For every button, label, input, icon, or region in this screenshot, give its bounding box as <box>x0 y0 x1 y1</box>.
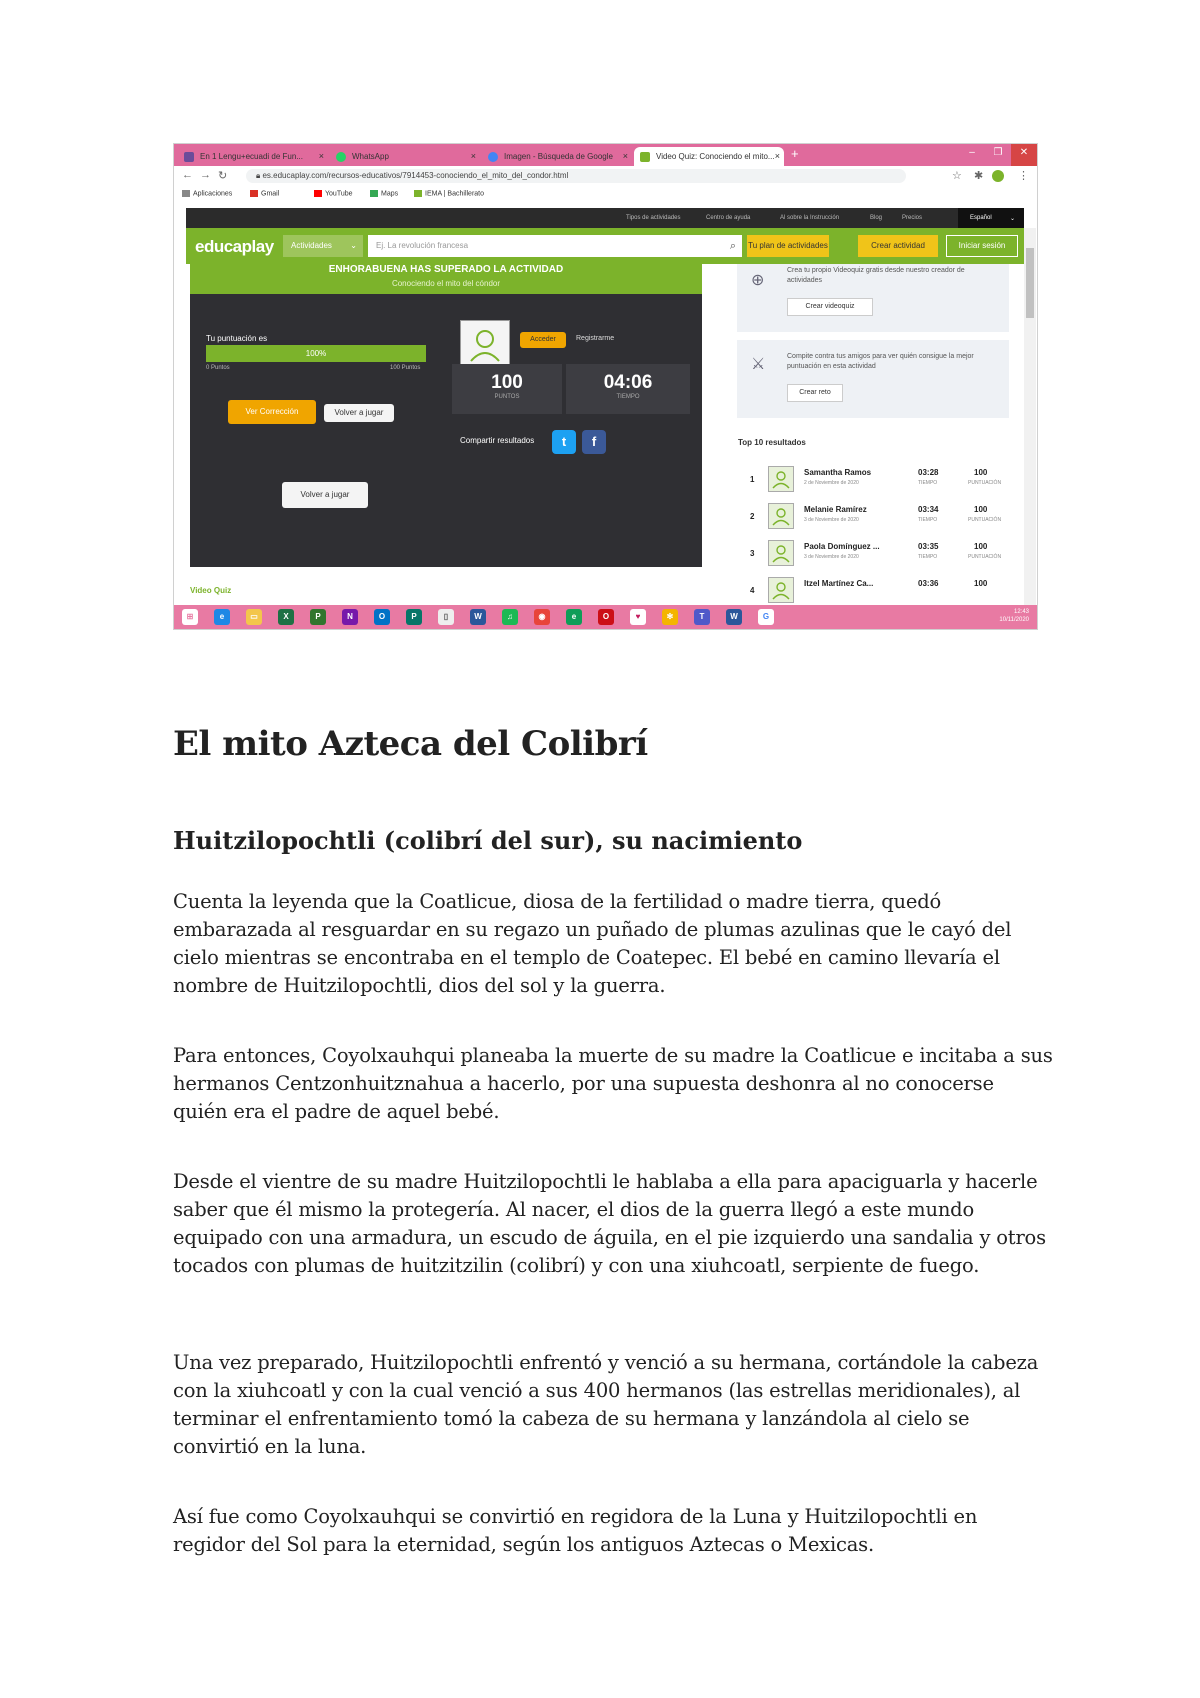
internet-explorer-icon[interactable]: e <box>214 609 230 625</box>
article-subtitle: Huitzilopochtli (colibrí del sur), su nacimiento <box>173 826 803 855</box>
create-activity-button[interactable]: Crear actividad <box>858 235 938 257</box>
article-paragraph: Cuenta la leyenda que la Coatlicue, diosa de la fertilidad o madre tierra, quedó embarazada al resguardar en su regazo un puñado de plumas azulinas que le cayó del cielo mientras se encontraba en el templo de Coatepec. El bebé en camino llevaría el nombre de Huitzilopochtli, dios del sol y la guerra. <box>173 890 1012 997</box>
points-label: PUNTOS <box>494 394 520 400</box>
replay-button[interactable]: Volver a jugar <box>324 404 394 422</box>
player-name: Paola Domínguez ... <box>804 542 880 551</box>
score-max-label: 100 Puntos <box>390 365 421 371</box>
bookmark-item[interactable] <box>250 190 279 197</box>
tab-label: WhatsApp <box>352 152 389 161</box>
chevron-down-icon: ⌄ <box>350 241 357 250</box>
bookmark-item[interactable] <box>314 190 353 197</box>
iema-icon <box>414 190 422 197</box>
classroom-button[interactable]: Tu plan de actividades <box>747 235 829 257</box>
time-label: TIEMPO <box>918 480 938 486</box>
menu-dots-icon[interactable]: ⋮ <box>1018 170 1029 182</box>
forward-arrow-icon[interactable]: → <box>200 169 211 181</box>
player-name: Melanie Ramírez <box>804 505 867 514</box>
player-time: 03:36 <box>918 579 939 588</box>
lock-icon: 🔒︎ <box>256 171 263 180</box>
close-icon[interactable]: × <box>622 151 628 161</box>
plus-circle-icon: ⊕ <box>751 272 765 289</box>
whatsapp-icon <box>336 152 346 162</box>
video-quiz-label: Video Quiz <box>190 586 232 595</box>
bookmark-label: Gmail <box>261 190 280 198</box>
opera-icon[interactable]: O <box>598 609 614 625</box>
card-text: Crea tu propio Videoquiz gratis desde nuestro creador de actividades <box>787 267 965 284</box>
avatar <box>460 320 510 370</box>
url-text: es.educaplay.com/recursos-educativos/7914453-conociendo_el_mito_del_condor.html <box>262 171 569 180</box>
spotify-icon[interactable]: ♫ <box>502 609 518 625</box>
time-label: TIEMPO <box>918 554 938 560</box>
rank-number: 4 <box>750 586 755 595</box>
register-link[interactable]: Registrarme <box>576 335 615 342</box>
rank-number: 2 <box>750 512 755 521</box>
search-placeholder: Ej. La revolución francesa <box>376 241 469 250</box>
player-points: 100 <box>974 579 988 588</box>
ranking-row <box>738 540 1018 570</box>
site-favicon-icon <box>184 152 194 162</box>
bookmark-label: YouTube <box>325 190 353 198</box>
avatar <box>768 577 794 603</box>
player-time: 03:35 <box>918 542 939 551</box>
edge-icon[interactable]: e <box>566 609 582 625</box>
swords-icon: ⚔ <box>751 356 766 373</box>
youtube-icon <box>314 190 322 197</box>
page-scrollbar[interactable] <box>1024 228 1036 608</box>
scrollbar-thumb[interactable] <box>1026 248 1034 318</box>
congrats-title: ENHORABUENA HAS SUPERADO LA ACTIVIDAD <box>328 264 564 275</box>
create-videoquiz-button[interactable]: Crear videoquiz <box>787 298 873 316</box>
file-explorer-icon[interactable]: ▭ <box>246 609 262 625</box>
player-points: 100 <box>974 505 988 514</box>
bookmark-item[interactable] <box>370 190 398 197</box>
maps-icon <box>370 190 378 197</box>
avatar <box>768 503 794 529</box>
project-icon[interactable]: P <box>406 609 422 625</box>
activities-dropdown[interactable] <box>283 235 363 257</box>
url-field[interactable] <box>246 169 906 183</box>
close-icon[interactable]: × <box>318 151 324 161</box>
tab-label: En 1 Lengu+ecuadi de Fun... <box>200 152 303 161</box>
score-progress-bar <box>206 345 426 362</box>
word-icon[interactable]: W <box>470 609 486 625</box>
close-window-icon[interactable]: ✕ <box>1011 144 1037 166</box>
browser-tab[interactable] <box>178 147 328 166</box>
outlook-icon[interactable]: O <box>374 609 390 625</box>
points-label: PUNTUACIÓN <box>968 517 1002 523</box>
time-label: TIEMPO <box>616 394 640 400</box>
points-stat <box>452 364 562 414</box>
search-icon[interactable]: ⌕ <box>729 240 736 252</box>
back-arrow-icon[interactable]: ← <box>182 169 193 181</box>
activity-result-panel <box>190 264 702 567</box>
nav-link[interactable]: Precios <box>902 215 923 221</box>
article-title: El mito Azteca del Colibrí <box>173 724 648 764</box>
login-button[interactable]: Iniciar sesión <box>946 235 1018 257</box>
chrome-icon[interactable]: ◉ <box>534 609 550 625</box>
language-select[interactable] <box>958 208 1024 228</box>
address-bar-row <box>174 166 1037 186</box>
settings-gear-icon[interactable]: ✻ <box>662 609 678 625</box>
windows-start-icon[interactable]: ⊞ <box>182 609 198 625</box>
browser-tab-active[interactable] <box>634 147 784 166</box>
player-time: 03:34 <box>918 505 939 514</box>
profile-avatar[interactable] <box>992 170 1004 182</box>
new-tab-button[interactable]: + <box>791 146 799 161</box>
close-icon[interactable]: × <box>470 151 476 161</box>
onenote-icon[interactable]: N <box>342 609 358 625</box>
article-paragraph: Una vez preparado, Huitzilopochtli enfrentó y venció a su hermana, cortándole la cabeza con la xiuhcoatl y con la cual venció a sus 400 hermanos (las estrellas meridionales), al terminar el enfrentamiento tomó la cabeza de su hermana y lanzándola al cielo se convirtió en la luna. <box>173 1351 1039 1458</box>
activity-name: Conociendo el mito del cóndor <box>391 279 501 288</box>
bookmark-label: Maps <box>381 190 399 198</box>
twitter-icon[interactable]: t <box>552 430 576 454</box>
top10-title: Top 10 resultados <box>738 438 806 447</box>
system-clock[interactable] <box>999 608 1029 624</box>
share-label: Compartir resultados <box>460 436 535 445</box>
chevron-down-icon: ⌄ <box>1010 216 1016 222</box>
player-date: 3 de Noviembre de 2020 <box>804 517 859 523</box>
player-points: 100 <box>974 468 988 477</box>
browser-tab-bar <box>174 144 1037 166</box>
clock-date: 10/11/2020 <box>999 617 1029 623</box>
browser-tab[interactable] <box>330 147 480 166</box>
time-stat <box>566 364 690 414</box>
word-icon-active[interactable]: W <box>726 609 742 625</box>
maximize-icon[interactable]: ❐ <box>993 147 1003 158</box>
star-icon[interactable]: ☆ <box>952 170 962 182</box>
score-min-label: 0 Puntos <box>206 365 230 371</box>
google-icon <box>488 152 498 162</box>
facebook-icon[interactable]: f <box>582 430 606 454</box>
activities-label: Actividades <box>291 241 332 250</box>
nav-link[interactable]: Al sobre la Instrucción <box>780 215 840 221</box>
rank-number: 3 <box>750 549 755 558</box>
player-date: 3 de Noviembre de 2020 <box>804 554 859 560</box>
bookmark-label: IEMA | Bachillerato <box>425 190 485 198</box>
minimize-icon[interactable]: – <box>969 147 975 158</box>
clock-time: 12:43 <box>1013 609 1029 615</box>
card-text: Compite contra tus amigos para ver quién consigue la mejor puntuación en esta actividad <box>787 353 974 370</box>
app-icon[interactable]: ♥ <box>630 609 646 625</box>
excel-icon[interactable]: X <box>278 609 294 625</box>
google-chrome-icon[interactable]: G <box>758 609 774 625</box>
close-icon[interactable]: × <box>774 151 780 161</box>
nav-link[interactable]: Centro de ayuda <box>706 215 751 221</box>
educaplay-icon <box>640 152 650 162</box>
create-videoquiz-card <box>737 264 1009 332</box>
rank-number: 1 <box>750 475 755 484</box>
points-value: 100 <box>491 372 523 393</box>
back-button[interactable]: Volver a jugar <box>282 482 368 508</box>
reload-icon[interactable]: ↻ <box>218 170 228 182</box>
extension-icon[interactable]: ✱ <box>974 170 984 182</box>
create-challenge-button[interactable]: Crear reto <box>787 384 843 402</box>
player-date: 2 de Noviembre de 2020 <box>804 480 859 486</box>
article-paragraph: Para entonces, Coyolxauhqui planeaba la muerte de su madre la Coatlicue e incitaba a sus hermanos Centzonhuitznahua a hacerlo, por una supuesta deshonra al no conocerse quién era el padre de aquel bebé. <box>173 1044 1053 1123</box>
points-label: PUNTUACIÓN <box>968 554 1002 560</box>
ranking-row <box>738 503 1018 533</box>
browser-tab[interactable] <box>482 147 632 166</box>
bookmark-label: Aplicaciones <box>193 190 233 198</box>
site-header <box>186 228 1024 264</box>
bookmark-item[interactable] <box>182 190 232 197</box>
site-top-nav <box>186 208 1024 228</box>
player-points: 100 <box>974 542 988 551</box>
search-input[interactable] <box>368 235 742 257</box>
gmail-icon <box>250 190 258 197</box>
result-header <box>190 264 702 294</box>
tab-label: Video Quiz: Conociendo el mito... <box>656 152 775 161</box>
points-label: PUNTUACIÓN <box>968 480 1002 486</box>
bookmark-item[interactable] <box>414 190 484 197</box>
tab-label: Imagen - Búsqueda de Google <box>504 152 613 161</box>
embedded-screenshot <box>173 143 1038 630</box>
bookmarks-bar <box>174 186 1037 204</box>
ranking-row <box>738 466 1018 496</box>
teams-icon[interactable]: T <box>694 609 710 625</box>
publisher-icon[interactable]: P <box>310 609 326 625</box>
article-paragraph: Desde el vientre de su madre Huitzilopochtli le hablaba a ella para apaciguarla y hacerle saber que él mismo la protegería. Al nacer, el dios de la guerra llegó a este mundo equipado con una armadura, un escudo de águila, en el pie izquierdo una sandalia y otros tocados con plumas de huitzitzilin (colibrí) y con una xiuhcoatl, serpiente de fuego. <box>173 1170 1046 1277</box>
nav-link[interactable]: Blog <box>870 215 883 221</box>
windows-taskbar <box>174 605 1037 629</box>
article-paragraph: Así fue como Coyolxauhqui se convirtió en regidora de la Luna y Huitzilopochtli en regidor del Sol para la eternidad, según los antiguos Aztecas o Mexicas. <box>173 1505 978 1556</box>
view-solution-button[interactable]: Ver Corrección <box>228 400 316 424</box>
time-value: 04:06 <box>603 372 653 393</box>
score-label: Tu puntuación es <box>206 334 268 343</box>
educaplay-logo[interactable]: educaplay <box>195 237 274 256</box>
avatar <box>768 466 794 492</box>
challenge-card <box>737 340 1009 418</box>
score-percent: 100% <box>305 349 327 358</box>
player-time: 03:28 <box>918 468 939 477</box>
avatar <box>768 540 794 566</box>
nav-link[interactable]: Tipos de actividades <box>626 215 681 221</box>
ranking-row <box>738 577 1018 607</box>
player-name: Samantha Ramos <box>804 468 872 477</box>
access-button[interactable]: Acceder <box>520 332 566 348</box>
apps-grid-icon <box>182 190 190 197</box>
file-icon[interactable]: ▯ <box>438 609 454 625</box>
player-name: Itzel Martínez Ca... <box>804 579 874 588</box>
window-controls <box>959 144 1037 166</box>
time-label: TIEMPO <box>918 517 938 523</box>
language-label: Español <box>970 215 992 221</box>
